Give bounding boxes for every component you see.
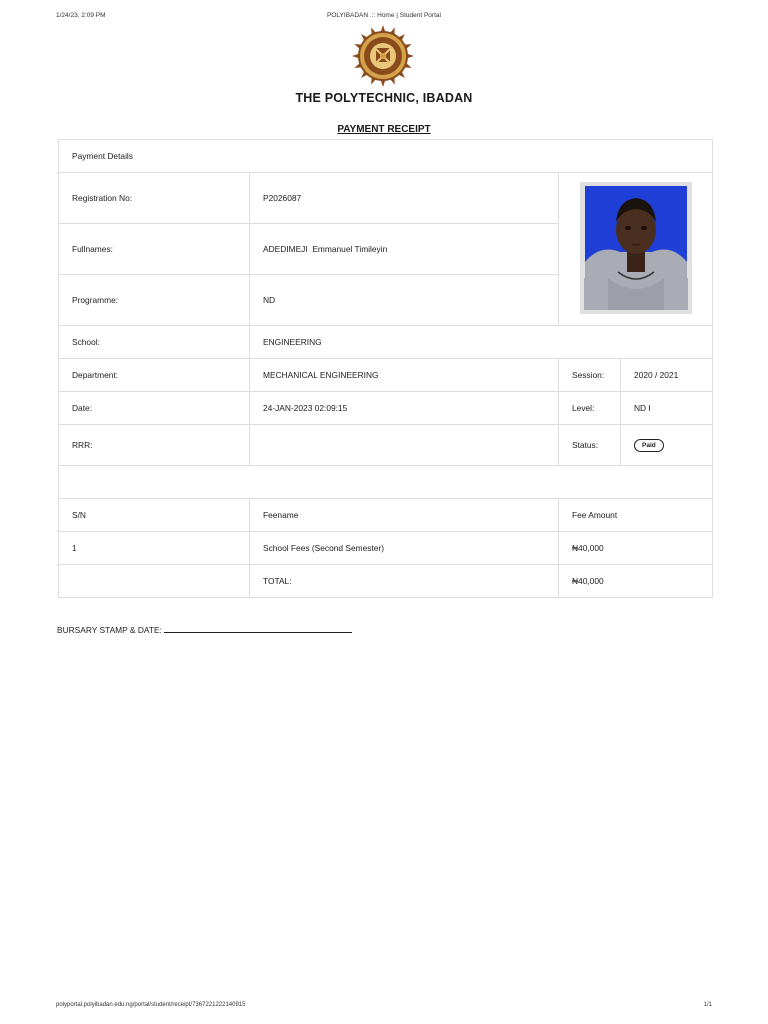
fullnames-label: Fullnames: bbox=[59, 224, 250, 275]
student-photo-cell bbox=[559, 173, 713, 326]
payment-details-heading: Payment Details bbox=[59, 140, 713, 173]
print-url: polyportal.polyibadan.edu.ng/portal/student/receipt/7367221222140915 bbox=[56, 1002, 246, 1008]
receipt-title bbox=[0, 124, 768, 135]
rrr-value bbox=[250, 425, 559, 466]
total-value: ₦40,000 bbox=[559, 565, 713, 598]
date-label: Date: bbox=[59, 392, 250, 425]
signature-line bbox=[164, 624, 352, 633]
student-photo bbox=[580, 182, 692, 314]
bursary-stamp-line bbox=[57, 624, 352, 635]
department-value: MECHANICAL ENGINEERING bbox=[250, 359, 559, 392]
total-empty-cell bbox=[59, 565, 250, 598]
print-page-title: POLYIBADAN .:: Home | Student Portal bbox=[327, 12, 441, 19]
school-label: School: bbox=[59, 326, 250, 359]
bursary-label: BURSARY STAMP & DATE: bbox=[57, 625, 162, 635]
payment-receipt-table bbox=[58, 139, 713, 598]
fee-header-amount: Fee Amount bbox=[559, 499, 713, 532]
status-cell bbox=[621, 425, 713, 466]
fullnames-value: ADEDIMEJI Emmanuel Timileyin bbox=[250, 224, 559, 275]
institution-name: THE POLYTECHNIC, IBADAN bbox=[295, 91, 473, 105]
spacer-row bbox=[59, 466, 713, 499]
programme-value: ND bbox=[250, 275, 559, 326]
receipt-title-text: PAYMENT RECEIPT bbox=[337, 124, 431, 135]
print-footer bbox=[0, 1002, 768, 1012]
fee-header-sn: S/N bbox=[59, 499, 250, 532]
department-label: Department: bbox=[59, 359, 250, 392]
level-value: ND I bbox=[621, 392, 713, 425]
polytechnic-crest-logo bbox=[350, 24, 416, 88]
session-label: Session: bbox=[559, 359, 621, 392]
registration-label: Registration No: bbox=[59, 173, 250, 224]
session-value: 2020 / 2021 bbox=[621, 359, 713, 392]
rrr-label: RRR: bbox=[59, 425, 250, 466]
registration-value: P2026087 bbox=[250, 173, 559, 224]
fee-row-amount: ₦40,000 bbox=[559, 532, 713, 565]
status-label: Status: bbox=[559, 425, 621, 466]
fee-row-sn: 1 bbox=[59, 532, 250, 565]
school-value: ENGINEERING bbox=[250, 326, 713, 359]
date-value: 24-JAN-2023 02:09:15 bbox=[250, 392, 559, 425]
total-label: TOTAL: bbox=[250, 565, 559, 598]
status-badge: Paid bbox=[634, 439, 664, 452]
print-page-number: 1/1 bbox=[703, 1002, 712, 1008]
print-date-time: 1/24/23, 2:09 PM bbox=[56, 12, 106, 19]
programme-label: Programme: bbox=[59, 275, 250, 326]
table-row bbox=[59, 532, 713, 565]
fee-header-feename: Feename bbox=[250, 499, 559, 532]
level-label: Level: bbox=[559, 392, 621, 425]
fee-row-feename: School Fees (Second Semester) bbox=[250, 532, 559, 565]
print-header bbox=[0, 12, 768, 22]
